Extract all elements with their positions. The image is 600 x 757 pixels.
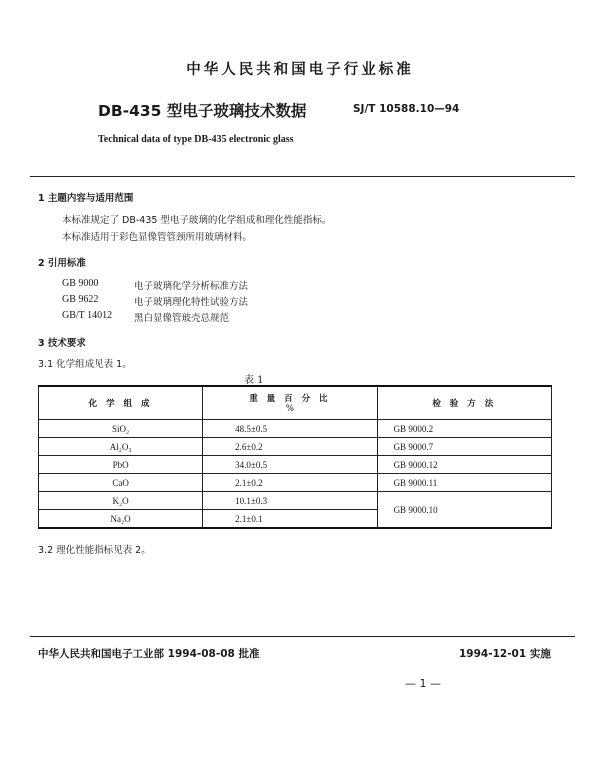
cell-method: GB 9000.2 (377, 420, 551, 438)
cell-component: Na₂O (39, 510, 203, 529)
section-2-heading: 2 引用标准 (38, 258, 86, 269)
page-number: — 1 — (405, 677, 441, 690)
table-row (39, 420, 552, 438)
document-title: DB-435 型电子玻璃技术数据 (98, 102, 307, 120)
ref-code: GB 9000 (62, 278, 99, 289)
col-header-method: 检 验 方 法 (377, 386, 551, 420)
col-header-pct-label: 重 量 百 分 比 (249, 394, 331, 404)
col-header-component: 化 学 组 成 (39, 386, 203, 420)
ref-desc: 黑白显像管玻壳总规范 (134, 313, 230, 324)
subsection-3-2: 3.2 理化性能指标见表 2。 (38, 545, 151, 556)
ref-desc: 电子玻璃化学分析标准方法 (134, 281, 249, 292)
cell-method: GB 9000.10 (377, 492, 551, 529)
approval-statement: 中华人民共和国电子工业部 1994-08-08 批准 (38, 648, 260, 660)
cell-pct: 2.1±0.2 (203, 474, 377, 492)
header-divider (30, 176, 575, 177)
standard-org-header: 中华人民共和国电子行业标准 (186, 62, 414, 78)
cell-method: GB 9000.11 (377, 474, 551, 492)
cell-method: GB 9000.12 (377, 456, 551, 474)
table-row (39, 438, 552, 456)
ref-desc: 电子玻璃理化特性试验方法 (134, 297, 249, 308)
col-header-pct (203, 386, 377, 420)
cell-pct: 2.6±0.2 (203, 438, 377, 456)
cell-component: SiO₂ (39, 420, 203, 438)
col-header-pct-unit: % (285, 404, 294, 414)
cell-pct: 10.1±0.3 (203, 492, 377, 510)
table-row (39, 492, 552, 510)
english-title: Technical data of type DB-435 electronic glass (98, 134, 294, 145)
section-1-line-2: 本标准适用于彩色显像管管颈所用玻璃材料。 (62, 232, 253, 243)
cell-pct: 2.1±0.1 (203, 510, 377, 529)
standard-code: SJ/T 10588.10—94 (353, 103, 460, 115)
implementation-date: 1994-12-01 实施 (459, 648, 551, 660)
table-1-caption: 表 1 (244, 375, 264, 386)
table-row (39, 474, 552, 492)
cell-component: Al₂O₃ (39, 438, 203, 456)
subsection-3-1: 3.1 化学组成见表 1。 (38, 359, 132, 370)
section-3-heading: 3 技术要求 (38, 338, 86, 349)
cell-component: PbO (39, 456, 203, 474)
cell-method: GB 9000.7 (377, 438, 551, 456)
ref-code: GB 9622 (62, 294, 99, 305)
section-1-line-1: 本标准规定了 DB-435 型电子玻璃的化学组成和理化性能指标。 (62, 215, 332, 226)
section-1-heading: 1 主题内容与适用范围 (38, 193, 134, 204)
cell-pct: 48.5±0.5 (203, 420, 377, 438)
ref-code: GB/T 14012 (62, 310, 113, 321)
footer-divider (30, 636, 575, 637)
cell-pct: 34.0±0.5 (203, 456, 377, 474)
table-row (39, 456, 552, 474)
chemical-composition-table (38, 385, 552, 529)
cell-component: K₂O (39, 492, 203, 510)
cell-component: CaO (39, 474, 203, 492)
